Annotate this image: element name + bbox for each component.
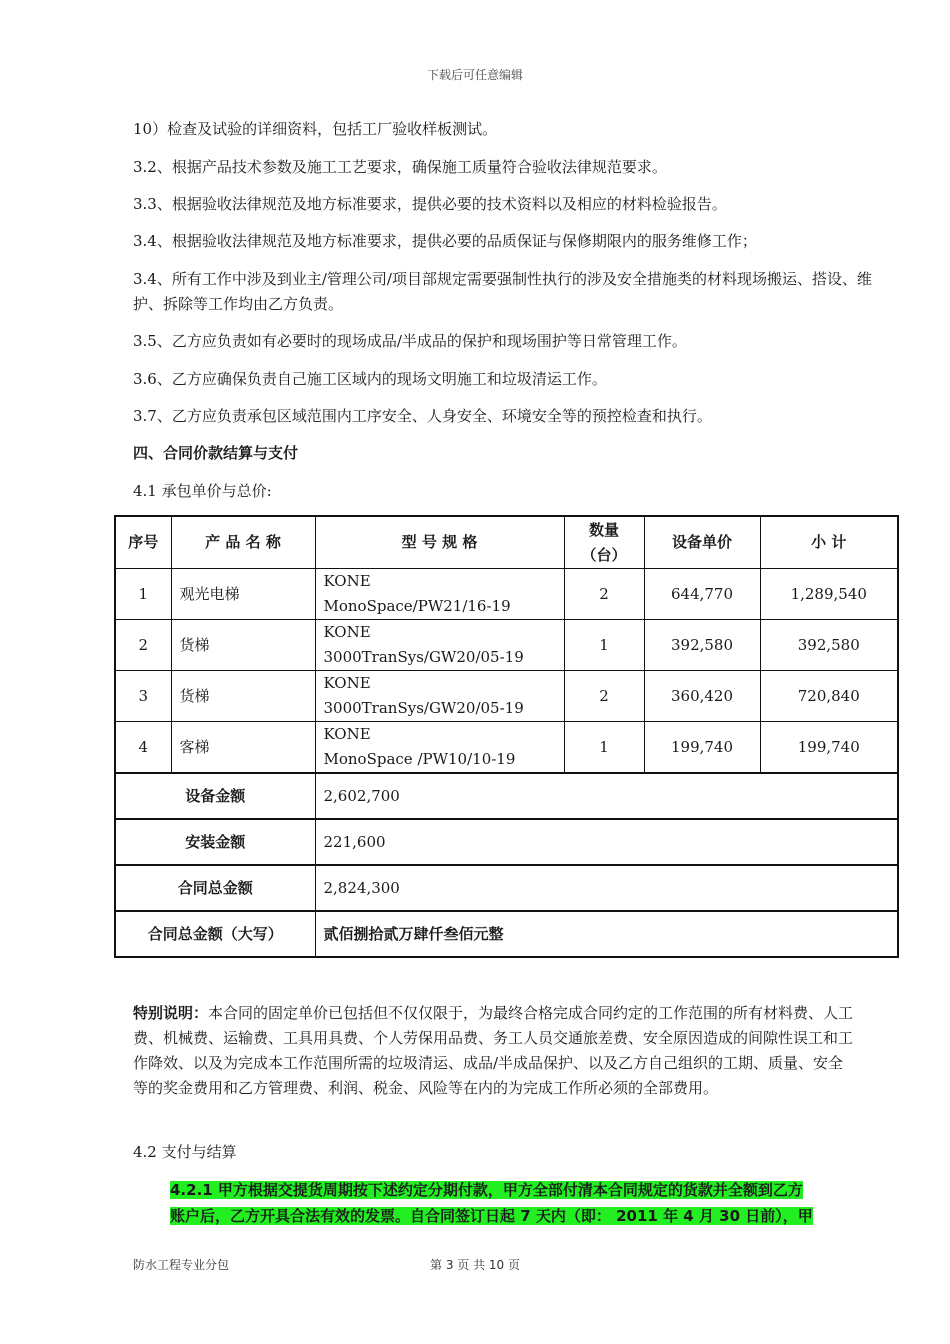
model-spec: 3000TranSys/GW20/05-19 [323, 699, 524, 717]
price-table [114, 515, 899, 958]
cell-name: 客梯 [171, 722, 315, 774]
highlight-line-2: 账户后，乙方开具合法有效的发票。自合同签订日起 7 天内（即： 2011 年 4 月 30 日前），甲 [170, 1207, 813, 1225]
model-spec: 3000TranSys/GW20/05-19 [323, 648, 524, 666]
col-header-unit-price: 设备单价 [644, 516, 760, 569]
summary-row-installation [115, 819, 898, 865]
special-note [133, 1001, 858, 1101]
cell-subtotal: 720,840 [760, 671, 898, 722]
summary-value: 2,602,700 [315, 773, 898, 819]
summary-row-total-words [115, 911, 898, 957]
summary-label: 设备金额 [115, 773, 315, 819]
cell-model [315, 569, 564, 620]
cell-qty: 2 [564, 569, 644, 620]
paragraph-3-6: 3.6、乙方应确保负责自己施工区域内的现场文明施工和垃圾清运工作。 [133, 370, 607, 388]
summary-row-total [115, 865, 898, 911]
cell-model [315, 671, 564, 722]
cell-subtotal: 1,289,540 [760, 569, 898, 620]
summary-value: 2,824,300 [315, 865, 898, 911]
paragraph-3-7: 3.7、乙方应负责承包区域范围内工序安全、人身安全、环境安全等的预控检查和执行。 [133, 407, 712, 425]
cell-qty: 1 [564, 722, 644, 774]
cell-name: 观光电梯 [171, 569, 315, 620]
cell-subtotal: 392,580 [760, 620, 898, 671]
cell-subtotal: 199,740 [760, 722, 898, 774]
cell-unit-price: 199,740 [644, 722, 760, 774]
cell-qty: 1 [564, 620, 644, 671]
paragraph-3-2: 3.2、根据产品技术参数及施工工艺要求，确保施工质量符合验收法律规范要求。 [133, 158, 667, 176]
model-spec: MonoSpace/PW21/16-19 [323, 597, 511, 615]
cell-no: 1 [115, 569, 171, 620]
table-row [115, 722, 898, 774]
col-header-subtotal: 小 计 [760, 516, 898, 569]
model-brand: KONE [323, 674, 371, 692]
col-header-no: 序号 [115, 516, 171, 569]
col-header-qty: 数量（台） [564, 516, 644, 569]
cell-name: 货梯 [171, 620, 315, 671]
paragraph-3-4b: 3.4、所有工作中涉及到业主/管理公司/项目部规定需要强制性执行的涉及安全措施类的材料现场搬运、搭设、维护、拆除等工作均由乙方负责。 [133, 270, 872, 313]
cell-unit-price: 392,580 [644, 620, 760, 671]
table-row [115, 671, 898, 722]
model-spec: MonoSpace /PW10/10-19 [323, 750, 516, 768]
table-row [115, 620, 898, 671]
cell-qty: 2 [564, 671, 644, 722]
cell-unit-price: 644,770 [644, 569, 760, 620]
cell-no: 3 [115, 671, 171, 722]
section-4-heading: 四、合同价款结算与支付 [133, 444, 299, 462]
col-header-model: 型 号 规 格 [315, 516, 564, 569]
paragraph-10: 10）检查及试验的详细资料，包括工厂验收样板测试。 [133, 120, 498, 138]
paragraph-3-4a: 3.4、根据验收法律规范及地方标准要求，提供必要的品质保证与保修期限内的服务维修工作； [133, 232, 757, 250]
cell-no: 4 [115, 722, 171, 774]
special-note-label: 特别说明： [133, 1004, 209, 1022]
paragraph-3-3: 3.3、根据验收法律规范及地方标准要求，提供必要的技术资料以及相应的材料检验报告。 [133, 195, 727, 213]
section-4-1-title: 4.1 承包单价与总价: [133, 482, 272, 500]
highlight-line-1: 4.2.1 甲方根据交提货周期按下述约定分期付款，甲方全部付清本合同规定的货款并全额到乙方 [170, 1181, 803, 1199]
model-brand: KONE [323, 725, 371, 743]
cell-model [315, 722, 564, 774]
summary-value: 贰佰捌拾贰万肆仟叁佰元整 [315, 911, 898, 957]
section-4-2-title: 4.2 支付与结算 [133, 1143, 237, 1161]
footer-page-number: 第 3 页 共 10 页 [430, 1258, 520, 1272]
model-brand: KONE [323, 623, 371, 641]
paragraph-3-5: 3.5、乙方应负责如有必要时的现场成品/半成品的保护和现场围护等日常管理工作。 [133, 332, 687, 350]
summary-label: 合同总金额 [115, 865, 315, 911]
page-header-note: 下载后可任意编辑 [426, 68, 523, 82]
highlighted-clause-4-2-1 [170, 1177, 852, 1229]
summary-value: 221,600 [315, 819, 898, 865]
model-brand: KONE [323, 572, 371, 590]
cell-name: 货梯 [171, 671, 315, 722]
summary-label: 安装金额 [115, 819, 315, 865]
summary-row-equipment [115, 773, 898, 819]
special-note-text: 本合同的固定单价已包括但不仅仅限于，为最终合格完成合同约定的工作范围的所有材料费、人工费、机械费、运输费、工具用具费、个人劳保用品费、务工人员交通旅差费、安全原因造成的间隙性误工和工作降效、以及为完成本工作范围所需的垃圾清运、成品/半成品保护、以及乙方自己组织的工期、质量、安全等的奖金费用和乙方管理费、利润、税金、风险等在内的为完成工作所必须的全部费用。 [133, 1004, 854, 1097]
col-header-name: 产 品 名 称 [171, 516, 315, 569]
cell-unit-price: 360,420 [644, 671, 760, 722]
summary-label: 合同总金额（大写） [115, 911, 315, 957]
table-header-row [115, 516, 898, 569]
cell-no: 2 [115, 620, 171, 671]
table-row [115, 569, 898, 620]
cell-model [315, 620, 564, 671]
footer-doc-title: 防水工程专业分包 [133, 1258, 230, 1272]
